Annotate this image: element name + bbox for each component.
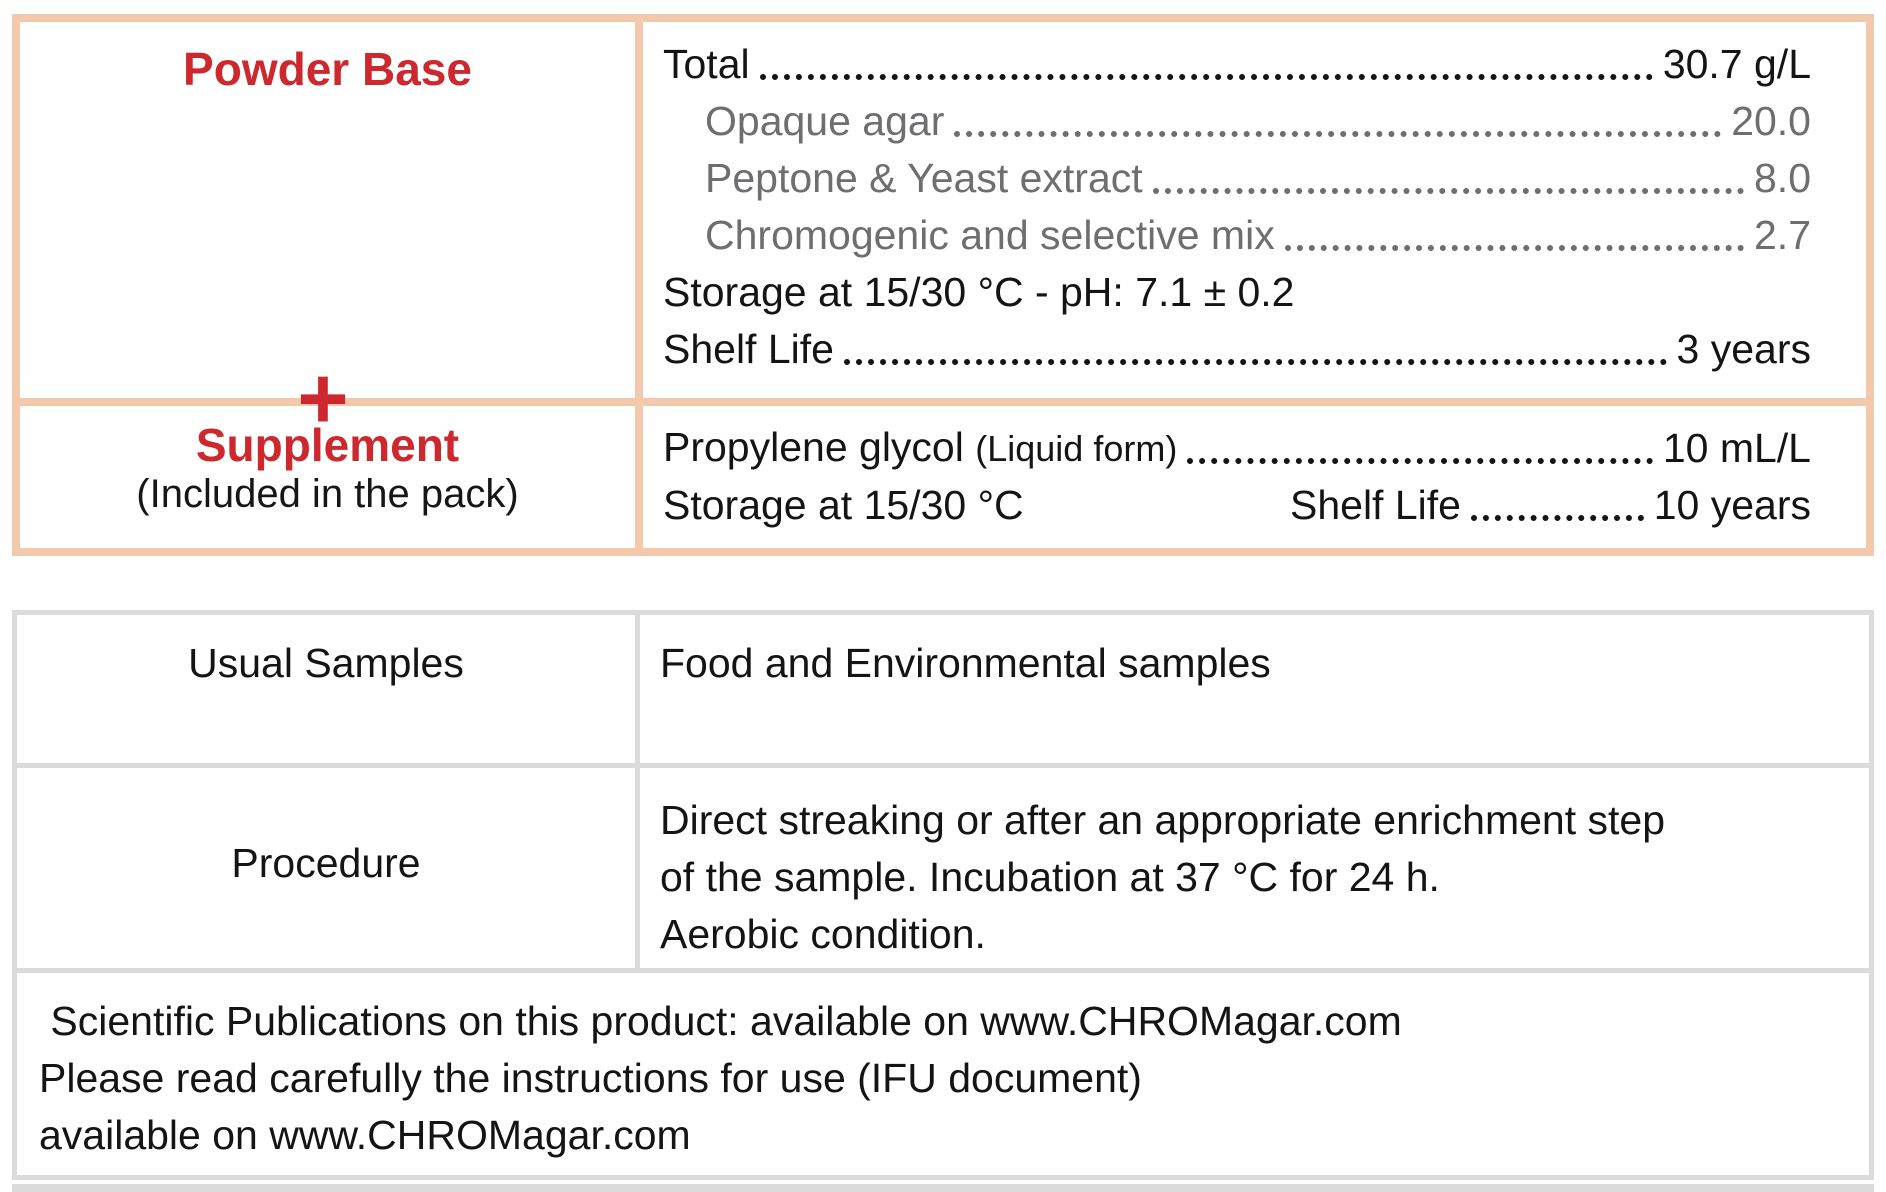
ingredient-label: Chromogenic and selective mix <box>705 212 1275 258</box>
supplement-row-propylene <box>663 420 1811 477</box>
shelf-life-value: 3 years <box>1676 326 1811 372</box>
composition-row-chromogenic-mix <box>663 207 1811 264</box>
procedure-body-cell <box>640 768 1869 968</box>
info-table <box>12 610 1874 1180</box>
supplement-details <box>643 406 1866 548</box>
website-line: available on www.CHROMagar.com <box>39 1112 691 1158</box>
composition-row-peptone <box>663 150 1811 207</box>
supplement-shelf-label: Shelf Life <box>1290 482 1461 528</box>
composition-row-total <box>663 36 1811 93</box>
dot-leader <box>1471 515 1644 521</box>
ingredient-label: Total <box>663 41 750 87</box>
composition-table <box>12 14 1874 556</box>
supplement-storage: Storage at 15/30 °C <box>663 482 1024 528</box>
procedure-heading: Procedure <box>231 839 421 886</box>
ingredient-value: 30.7 g/L <box>1662 41 1811 87</box>
shelf-life-label: Shelf Life <box>663 326 834 372</box>
dot-leader <box>954 131 1721 137</box>
composition-row-shelf-life <box>663 321 1811 378</box>
dot-leader <box>1285 245 1744 251</box>
supplement-ingredient-label <box>663 419 1177 477</box>
supplement-row-storage-shelf <box>663 477 1811 534</box>
dot-leader <box>1187 458 1653 464</box>
ingredient-label: Opaque agar <box>705 98 945 144</box>
storage-ph-line: Storage at 15/30 °C - pH: 7.1 ± 0.2 <box>663 269 1295 315</box>
propylene-label: Propylene glycol <box>663 424 964 470</box>
powder-base-cell <box>20 22 635 398</box>
ingredient-value: 20.0 <box>1731 98 1811 144</box>
powder-base-composition <box>643 22 1866 398</box>
liquid-form-note: (Liquid form) <box>975 428 1178 469</box>
procedure-heading-cell <box>17 768 635 968</box>
dot-leader <box>844 359 1667 365</box>
usual-samples-heading: Usual Samples <box>188 640 464 686</box>
publications-line: Scientific Publications on this product: available on www.CHROMagar.com <box>39 998 1402 1044</box>
dot-leader <box>1153 188 1744 194</box>
propylene-value: 10 mL/L <box>1662 425 1811 471</box>
ifu-line: Please read carefully the instructions for use (IFU document) <box>39 1055 1142 1101</box>
supplement-subtitle: (Included in the pack) <box>136 472 519 516</box>
procedure-line: Direct streaking or after an appropriate enrichment step <box>660 797 1666 843</box>
vertical-divider <box>635 22 643 548</box>
usual-samples-heading-cell <box>17 615 635 763</box>
usual-samples-body-cell <box>640 615 1869 763</box>
publications-note-cell <box>17 973 1869 1175</box>
cropped-next-table-edge <box>12 1184 1874 1192</box>
usual-samples-body: Food and Environmental samples <box>660 640 1271 686</box>
powder-base-title: Powder Base <box>183 43 472 95</box>
supplement-shelf-value: 10 years <box>1653 482 1811 528</box>
supplement-title: Supplement <box>195 419 460 471</box>
ingredient-value: 2.7 <box>1754 212 1811 258</box>
dot-leader <box>760 74 1653 80</box>
ingredient-value: 8.0 <box>1754 155 1811 201</box>
plus-sign: + <box>297 348 349 448</box>
composition-row-opaque-agar <box>663 93 1811 150</box>
ingredient-label: Peptone & Yeast extract <box>705 155 1143 201</box>
procedure-line: Aerobic condition. <box>660 911 986 957</box>
procedure-line: of the sample. Incubation at 37 °C for 24 h. <box>660 854 1440 900</box>
